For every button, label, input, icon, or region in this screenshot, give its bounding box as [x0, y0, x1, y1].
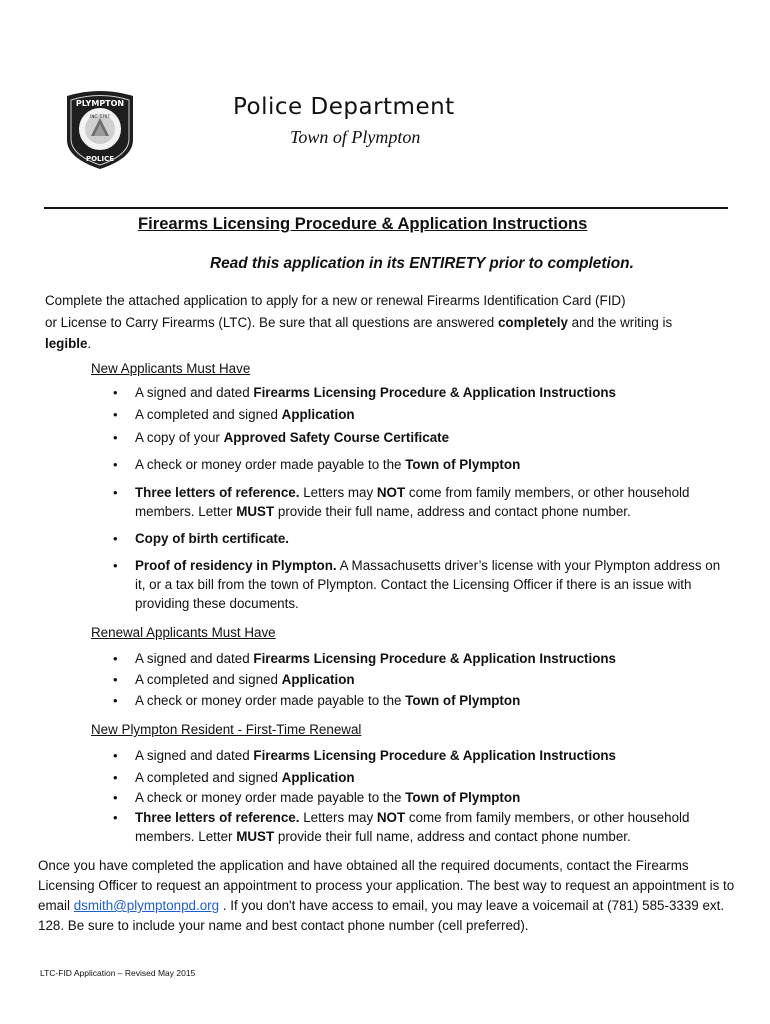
- bullet: •: [113, 385, 118, 400]
- bullet: •: [113, 790, 118, 805]
- bullet: •: [113, 531, 118, 546]
- intro-line-1: Complete the attached application to apply for a new or renewal Firearms Identification Card (FID): [45, 293, 626, 308]
- closing-paragraph: Once you have completed the application and have obtained all the required documents, contact the Firearms Licensing Officer to request an appointment to process your application. The best way to request an appointment is to email dsmith@plymptonpd.org . If you don't have access to email, you may leave a voicemail at (781) 585-3339 ext. 128. Be sure to include your name and best contact phone number (cell preferred).: [38, 858, 735, 933]
- badge-bottom-text: POLICE: [85, 155, 115, 163]
- bullet: •: [113, 485, 118, 500]
- footer-revision: LTC-FID Application – Revised May 2015: [40, 968, 196, 978]
- bullet: •: [113, 693, 118, 708]
- town-name: Town of Plympton: [290, 127, 421, 147]
- bullet: •: [113, 810, 118, 825]
- document-subtitle: Read this application in its ENTIRETY prior to completion.: [210, 255, 634, 272]
- bullet: •: [113, 748, 118, 763]
- document-title: Firearms Licensing Procedure & Application Instructions: [138, 214, 588, 233]
- police-badge-logo: [63, 88, 137, 170]
- bullet: •: [113, 770, 118, 785]
- badge-inc-text: INC. 1707: [90, 114, 110, 119]
- intro-line-2: or License to Carry Firearms (LTC). Be sure that all questions are answered completely and the writing is: [45, 314, 673, 330]
- intro-line-3: legible.: [45, 336, 92, 351]
- bullet: •: [113, 430, 118, 445]
- badge-top-text: PLYMPTON: [75, 99, 125, 108]
- bullet: •: [113, 672, 118, 687]
- bullet: •: [113, 457, 118, 472]
- department-title: Police Department: [233, 94, 455, 120]
- header-divider: [44, 207, 728, 209]
- section-heading-new-applicants: New Applicants Must Have: [91, 361, 251, 376]
- bullet: •: [113, 407, 118, 422]
- bullet: •: [113, 558, 118, 573]
- section-heading-new-resident: New Plympton Resident - First-Time Renewal: [91, 722, 362, 737]
- bullet: •: [113, 651, 118, 666]
- intro-paragraph: [45, 290, 735, 355]
- section-heading-renewal-applicants: Renewal Applicants Must Have: [91, 625, 276, 640]
- email-link[interactable]: dsmith@plymptonpd.org: [73, 898, 220, 913]
